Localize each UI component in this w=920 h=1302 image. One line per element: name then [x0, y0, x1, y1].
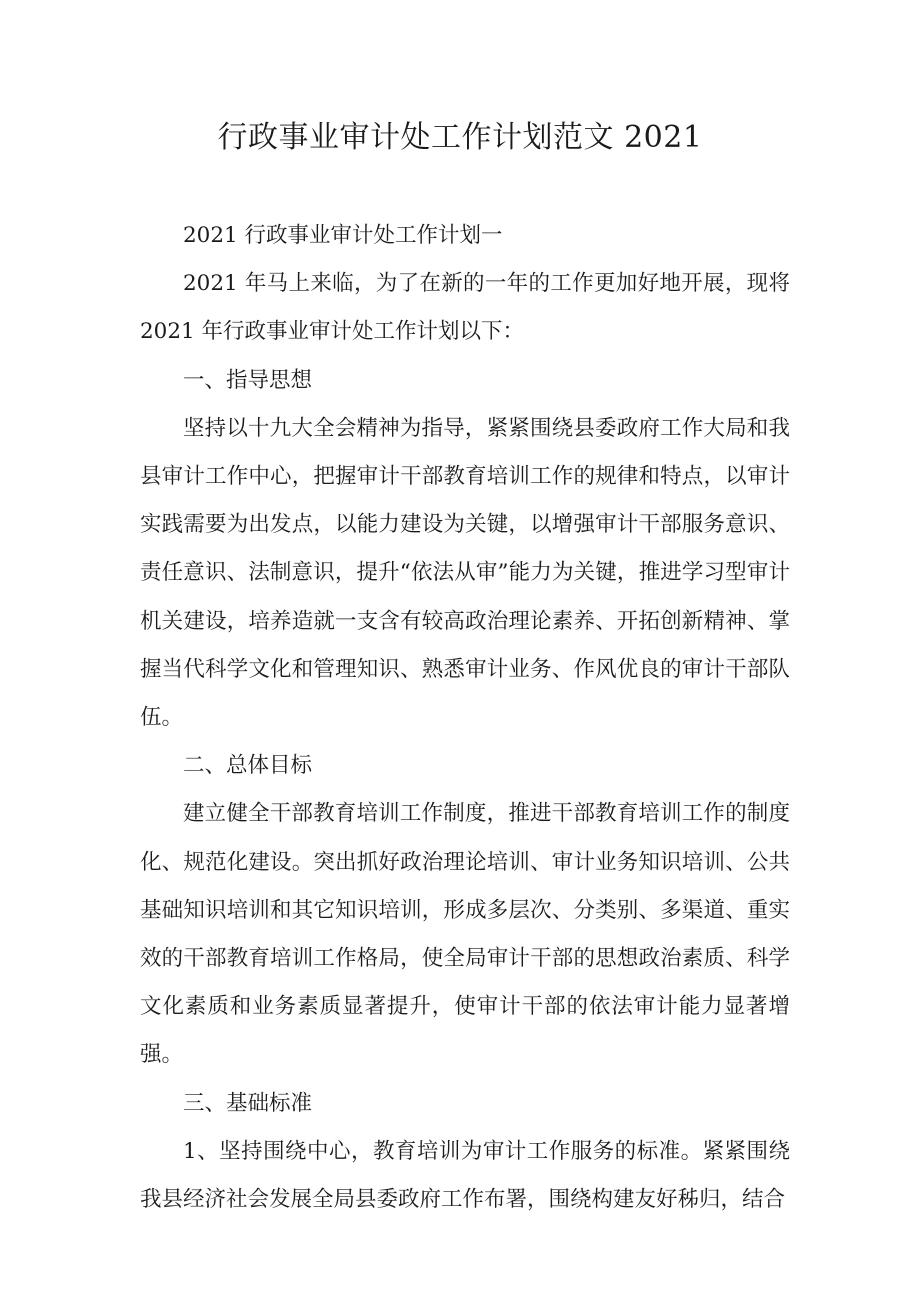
overall-goal-paragraph: 建立健全干部教育培训工作制度，推进干部教育培训工作的制度化、规范化建设。突出抓好政治理论培训、审计业务知识培训、公共基础知识培训和其它知识培训，形成多层次、分类别、多渠道、重实效的干部教育培训工作格局，使全局审计干部的思想政治素质、科学文化素质和业务素质显著提升，使审计干部的依法审计能力显著增强。: [140, 801, 790, 1068]
section-heading-overall-goal: 二、总体目标: [183, 753, 313, 779]
section-heading-basic-standards: 三、基础标准: [183, 1090, 313, 1116]
intro-paragraph: 2021 年马上来临，为了在新的一年的工作更加好地开展，现将 2021 年行政事业审计处工作计划以下：: [140, 271, 790, 345]
document-title: 行政事业审计处工作计划范文 2021: [217, 120, 703, 155]
section-heading-plan: 2021 行政事业审计处工作计划一: [183, 223, 503, 248]
document-body: [140, 212, 790, 1224]
basic-standards-paragraph: 1、坚持围绕中心，教育培训为审计工作服务的标准。紧紧围绕我县经济社会发展全局县委政府工作布署，围绕构建友好秭归，结合: [140, 1138, 790, 1213]
section-heading-guiding-ideology: 一、指导思想: [183, 367, 313, 393]
guiding-ideology-paragraph: 坚持以十九大全会精神为指导，紧紧围绕县委政府工作大局和我县审计工作中心，把握审计干部教育培训工作的规律和特点，以审计实践需要为出发点，以能力建设为关键，以增强审计干部服务意识、责任意识、法制意识，提升“依法从审”能力为关键，推进学习型审计机关建设，培养造就一支含有较高政治理论素养、开拓创新精神、掌握当代科学文化和管理知识、熟悉审计业务、作风优良的审计干部队伍。: [140, 415, 790, 731]
